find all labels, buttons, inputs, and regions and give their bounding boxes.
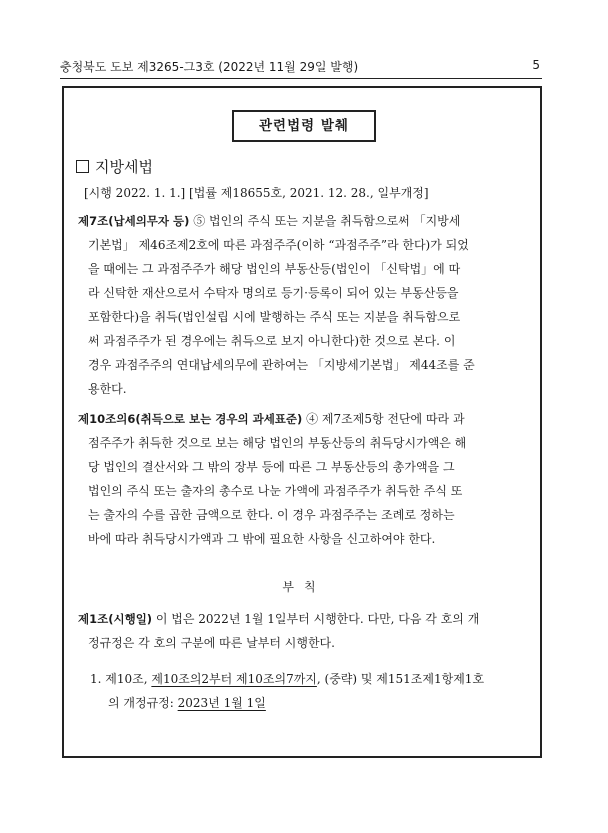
supp-item-1-date: 2023년 1월 1일 — [177, 696, 266, 710]
checkbox-icon — [76, 160, 89, 173]
supp-item-1-line-2 — [108, 694, 266, 712]
article-10-6-line: 바에 따라 취득당시가액과 그 밖에 필요한 사항을 신고하여야 한다. — [88, 532, 436, 546]
article-7-line: 라 신탁한 재산으로서 수탁자 명의로 등기·등록이 되어 있는 부동산등을 — [88, 286, 459, 300]
enforcement-date-note: [시행 2022. 1. 1.] [법률 제18655호, 2021. 12. 28., 일부개정] — [84, 186, 429, 200]
page-number: 5 — [532, 58, 540, 72]
article-7-line: 용한다. — [88, 382, 127, 396]
supp-item-1 — [90, 670, 484, 688]
header-divider — [60, 78, 542, 79]
article-10-6-text: ④ 제7조제5항 전단에 따라 과 — [302, 412, 465, 426]
article-7-line: 포함한다)을 취득(법인설립 시에 발행하는 주식 또는 지분을 취득함으로 — [88, 310, 461, 324]
article-10-6-line: 점주주가 취득한 것으로 보는 해당 법인의 부동산등의 취득당시가액은 해 — [88, 436, 467, 450]
supp-item-1-underlined: 제10조의2부터 제10조의7까지 — [151, 672, 317, 686]
supplementary-heading: 부칙 — [282, 580, 326, 594]
article-10-6-line: 는 출자의 수를 곱한 금액으로 한다. 이 경우 과점주주는 조례로 정하는 — [88, 508, 455, 522]
article-7-text: ⑤ 법인의 주식 또는 지분을 취득함으로써 「지방세 — [189, 214, 461, 228]
article-7-line: 을 때에는 그 과점주주가 해당 법인의 부동산등(법인이 「신탁법」에 따 — [88, 262, 461, 276]
article-7-line: 경우 과점주주의 연대납세의무에 관하여는 「지방세기본법」 제44조를 준 — [88, 358, 475, 372]
supp-article-1-label: 제1조(시행일) — [78, 612, 153, 626]
article-10-6-line-1 — [78, 410, 465, 428]
supp-item-1-line2-prefix: 의 개정규정: — [108, 696, 178, 710]
article-7-line-1 — [78, 212, 460, 230]
section-heading — [76, 156, 153, 177]
supp-article-1-text: 이 법은 2022년 1월 1일부터 시행한다. 다만, 다음 각 호의 개 — [152, 612, 480, 626]
article-10-6-label: 제10조의6(취득으로 보는 경우의 과세표준) — [78, 412, 303, 426]
article-7-line: 기본법」 제46조제2호에 따른 과점주주(이하 “과점주주”라 한다)가 되었 — [88, 238, 469, 252]
supp-item-1-suffix: , (중략) 및 제151조제1항제1호 — [316, 672, 485, 686]
page-header — [60, 56, 540, 76]
article-7-line: 써 과점주주가 된 경우에는 취득으로 보지 아니한다)한 것으로 본다. 이 — [88, 334, 456, 348]
supp-article-1-line: 정규정은 각 호의 구분에 따른 날부터 시행한다. — [88, 636, 335, 650]
article-10-6-line: 법인의 주식 또는 출자의 총수로 나눈 가액에 과점주주가 취득한 주식 또 — [88, 484, 463, 498]
excerpt-title-box — [232, 110, 376, 142]
article-10-6-line: 당 법인의 결산서와 그 밖의 장부 등에 따른 그 부동산등의 총가액을 그 — [88, 460, 455, 474]
gazette-title: 충청북도 도보 제3265-그3호 (2022년 11월 29일 발행) — [60, 60, 359, 74]
law-name: 지방세법 — [95, 158, 153, 176]
supp-article-1-line-1 — [78, 610, 479, 628]
article-7-label: 제7조(납세의무자 등) — [78, 214, 190, 228]
supp-item-1-prefix: 1. 제10조, — [90, 672, 152, 686]
excerpt-title: 관련법령 발췌 — [259, 118, 349, 134]
